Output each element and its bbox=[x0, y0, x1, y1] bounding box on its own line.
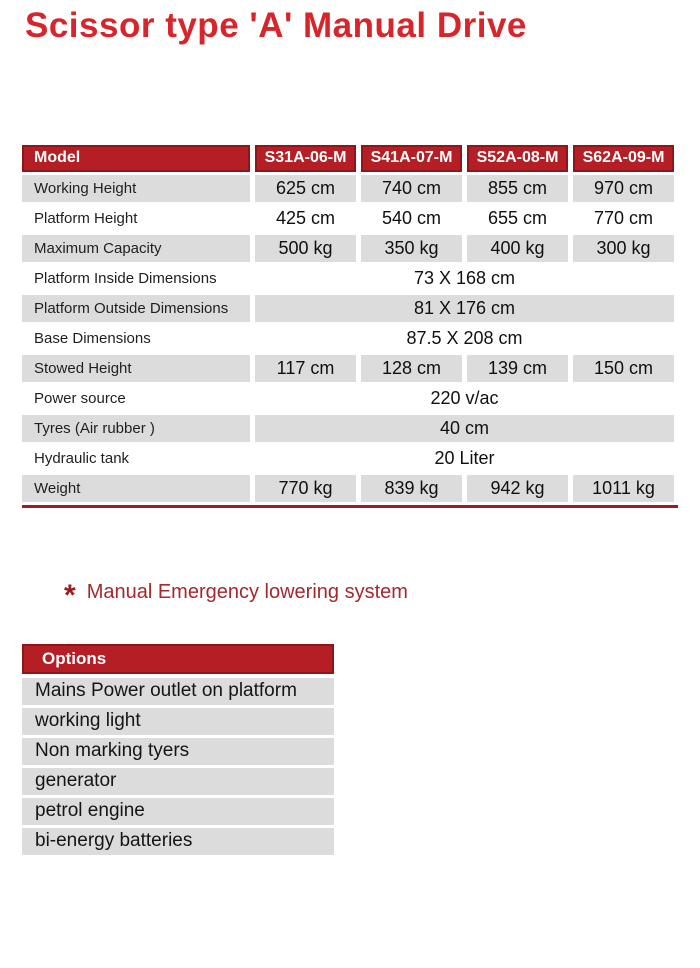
spec-label-cell: Tyres (Air rubber ) bbox=[22, 415, 250, 445]
spec-label-cell: Power source bbox=[22, 385, 250, 415]
spec-value-cell: 500 kg bbox=[255, 235, 356, 265]
spec-span-cell: 40 cm bbox=[255, 415, 674, 445]
option-item: Non marking tyers bbox=[22, 738, 334, 768]
spec-span-cell: 20 Liter bbox=[255, 445, 674, 475]
spec-value-cell: 139 cm bbox=[467, 355, 568, 385]
options-section bbox=[22, 644, 334, 858]
spec-label-cell: Stowed Height bbox=[22, 355, 250, 385]
spec-label-cell: Working Height bbox=[22, 175, 250, 205]
spec-value-cell: 540 cm bbox=[361, 205, 462, 235]
asterisk-icon: * bbox=[64, 578, 76, 612]
spec-span-cell: 73 X 168 cm bbox=[255, 265, 674, 295]
spec-label-cell: Platform Outside Dimensions bbox=[22, 295, 250, 325]
spec-span-cell: 220 v/ac bbox=[255, 385, 674, 415]
option-item: working light bbox=[22, 708, 334, 738]
table-bottom-rule bbox=[22, 505, 678, 508]
spec-value-cell: 300 kg bbox=[573, 235, 674, 265]
spec-value-cell: 770 kg bbox=[255, 475, 356, 505]
spec-value-cell: 942 kg bbox=[467, 475, 568, 505]
spec-label-cell: Maximum Capacity bbox=[22, 235, 250, 265]
emergency-lowering-note bbox=[64, 578, 700, 612]
option-item: Mains Power outlet on platform bbox=[22, 678, 334, 708]
spec-label-cell: Base Dimensions bbox=[22, 325, 250, 355]
spec-header-cell: S31A-06-M bbox=[255, 145, 356, 175]
spec-value-cell: 117 cm bbox=[255, 355, 356, 385]
spec-span-cell: 81 X 176 cm bbox=[255, 295, 674, 325]
spec-header-cell: S52A-08-M bbox=[467, 145, 568, 175]
option-item: bi-energy batteries bbox=[22, 828, 334, 858]
spec-header-model: Model bbox=[22, 145, 250, 175]
spec-value-cell: 770 cm bbox=[573, 205, 674, 235]
spec-label-cell: Weight bbox=[22, 475, 250, 505]
page-title: Scissor type 'A' Manual Drive bbox=[25, 6, 527, 45]
spec-value-cell: 839 kg bbox=[361, 475, 462, 505]
spec-value-cell: 655 cm bbox=[467, 205, 568, 235]
spec-span-cell: 87.5 X 208 cm bbox=[255, 325, 674, 355]
spec-table bbox=[22, 145, 678, 505]
spec-value-cell: 400 kg bbox=[467, 235, 568, 265]
note-text: Manual Emergency lowering system bbox=[86, 581, 408, 604]
spec-value-cell: 855 cm bbox=[467, 175, 568, 205]
spec-label-cell: Platform Inside Dimensions bbox=[22, 265, 250, 295]
spec-header-cell: S62A-09-M bbox=[573, 145, 674, 175]
spec-value-cell: 1011 kg bbox=[573, 475, 674, 505]
spec-header-cell: S41A-07-M bbox=[361, 145, 462, 175]
spec-value-cell: 350 kg bbox=[361, 235, 462, 265]
option-item: petrol engine bbox=[22, 798, 334, 828]
options-header: Options bbox=[22, 644, 334, 674]
spec-value-cell: 970 cm bbox=[573, 175, 674, 205]
spec-label-cell: Platform Height bbox=[22, 205, 250, 235]
options-list bbox=[22, 678, 334, 858]
option-item: generator bbox=[22, 768, 334, 798]
spec-sheet-page bbox=[0, 4, 700, 968]
spec-value-cell: 150 cm bbox=[573, 355, 674, 385]
spec-value-cell: 425 cm bbox=[255, 205, 356, 235]
spec-value-cell: 625 cm bbox=[255, 175, 356, 205]
spec-label-cell: Hydraulic tank bbox=[22, 445, 250, 475]
spec-value-cell: 740 cm bbox=[361, 175, 462, 205]
spec-value-cell: 128 cm bbox=[361, 355, 462, 385]
